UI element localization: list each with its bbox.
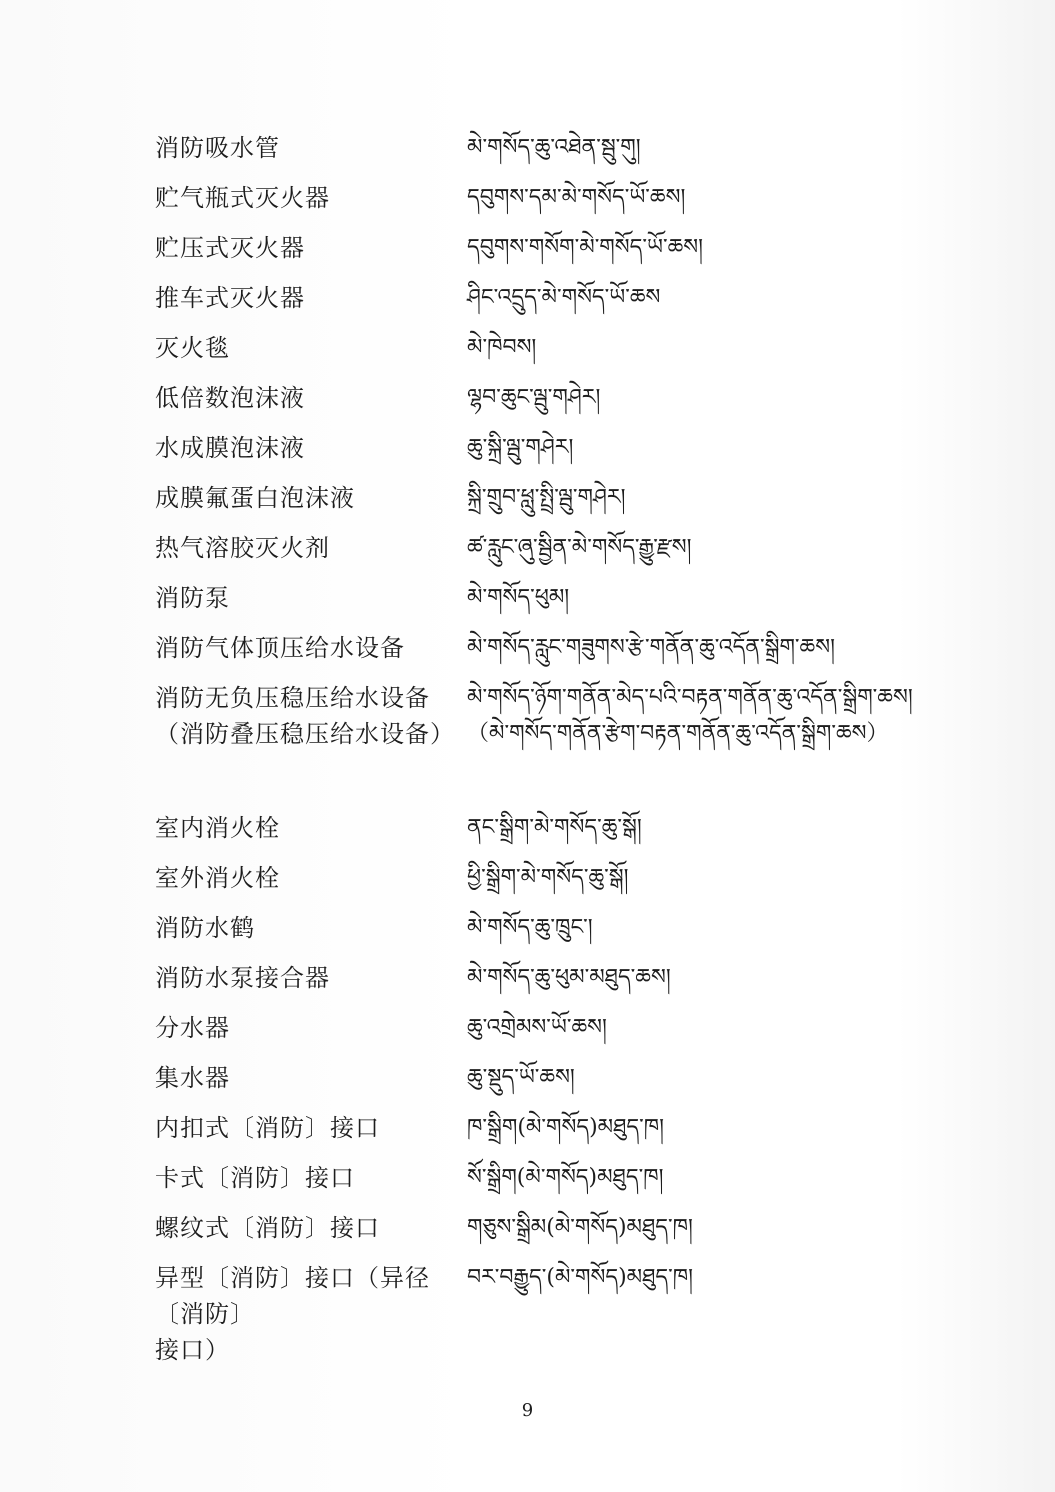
tibetan-term: ཆུ་འགྲེམས་ཡོ་ཆས། (467, 1015, 607, 1040)
chinese-term: 消防无负压稳压给水设备 （消防叠压稳压给水设备） (155, 684, 455, 748)
chinese-term: 集水器 (155, 1064, 230, 1092)
chinese-term: 热气溶胶灭火剂 (155, 534, 330, 562)
glossary-entry (155, 810, 915, 860)
tibetan-term: ནང་སྒྲིག་མེ་གསོད་ཆུ་སྒོ། (467, 815, 642, 840)
tibetan-term: སྐྲི་གྲུབ་ཕླུ་སྤྲི་ལྦུ་གཤེར། (467, 485, 626, 510)
glossary-entry (155, 430, 915, 480)
tibetan-term: ཆུ་སྡུད་ཡོ་ཆས། (467, 1065, 575, 1090)
chinese-term: 推车式灭火器 (155, 284, 305, 312)
tibetan-term: དབུགས་གསོག་མེ་གསོད་ཡོ་ཆས། (467, 235, 703, 260)
tibetan-term: ཚ་རླུང་ཞུ་སྦྱིན་མེ་གསོད་རྒྱུ་རྫས། (467, 535, 692, 560)
glossary-entry (155, 960, 915, 1010)
glossary-entry (155, 1060, 915, 1110)
tibetan-term: མེ་ཁེབས། (467, 335, 537, 360)
tibetan-term: གཅུས་སྒྲིམ(མེ་གསོད)མཐུད་ཁ། (467, 1215, 693, 1240)
glossary-entry (155, 230, 915, 280)
chinese-term: 消防泵 (155, 584, 230, 612)
glossary-entry (155, 580, 915, 630)
chinese-term: 贮压式灭火器 (155, 234, 305, 262)
chinese-term: 贮气瓶式灭火器 (155, 184, 330, 212)
glossary-entry (155, 1010, 915, 1060)
glossary-list (155, 130, 915, 1364)
tibetan-term: ཕྱི་སྒྲིག་མེ་གསོད་ཆུ་སྒོ། (467, 865, 629, 890)
tibetan-term: མེ་གསོད་ཉོག་གནོན་མེད་པའི་བརྟན་གནོན་ཆུ་འདོན་སྒྲིག་ཆས།（མེ་གསོད་གནོན་རྩེག་བརྟན་གནོན་ཆུ་འདོན་སྒྲིག་ཆས） (467, 685, 913, 746)
tibetan-term: ཤིང་འདྲུད་མེ་གསོད་ཡོ་ཆས (467, 285, 661, 310)
tibetan-term: ཆུ་སྐྲི་ལྦུ་གཤེར། (467, 435, 574, 460)
chinese-term: 消防气体顶压给水设备 (155, 634, 405, 662)
glossary-entry (155, 910, 915, 960)
glossary-entry (155, 330, 915, 380)
tibetan-term: མེ་གསོད་ཆུ་འཐེན་སྦུ་གུ། (467, 135, 641, 160)
glossary-entry (155, 1160, 915, 1210)
tibetan-term: སོ་སྒྲིག(མེ་གསོད)མཐུད་ཁ། (467, 1165, 664, 1190)
chinese-term: 水成膜泡沫液 (155, 434, 305, 462)
glossary-entry (155, 1260, 915, 1364)
chinese-term: 室外消火栓 (155, 864, 280, 892)
glossary-entry (155, 680, 915, 810)
glossary-entry (155, 130, 915, 180)
chinese-term: 成膜氟蛋白泡沫液 (155, 484, 355, 512)
tibetan-term: མེ་གསོད་རླུང་གཟུགས་རྩེ་གནོན་ཆུ་འདོན་སྒྲིག་ཆས། (467, 635, 835, 660)
glossary-entry (155, 630, 915, 680)
chinese-term: 低倍数泡沫液 (155, 384, 305, 412)
tibetan-term: ཁ་སྒྲིག(མེ་གསོད)མཐུད་ཁ། (467, 1115, 665, 1140)
chinese-term: 消防吸水管 (155, 134, 280, 162)
glossary-entry (155, 180, 915, 230)
tibetan-term: མེ་གསོད་ཆུ་ཁྲུང་། (467, 915, 593, 940)
tibetan-term: ལྷབ་ཆུང་ལྦུ་གཤེར། (467, 385, 601, 410)
tibetan-term: བར་བརྒྱུད་(མེ་གསོད)མཐུད་ཁ། (467, 1265, 694, 1290)
page-number: 9 (521, 1400, 534, 1421)
chinese-term: 分水器 (155, 1014, 230, 1042)
chinese-term: 消防水泵接合器 (155, 964, 330, 992)
chinese-term: 卡式〔消防〕接口 (155, 1164, 355, 1192)
chinese-term: 螺纹式〔消防〕接口 (155, 1214, 380, 1242)
chinese-term: 灭火毯 (155, 334, 230, 362)
glossary-entry (155, 1210, 915, 1260)
glossary-entry (155, 480, 915, 530)
tibetan-term: དབུགས་དམ་མེ་གསོད་ཡོ་ཆས། (467, 185, 686, 210)
tibetan-term: མེ་གསོད་ཕུམ། (467, 585, 570, 610)
chinese-term: 异型〔消防〕接口（异径〔消防〕 接口） (155, 1264, 430, 1364)
chinese-term: 消防水鹤 (155, 914, 255, 942)
glossary-entry (155, 280, 915, 330)
chinese-term: 内扣式〔消防〕接口 (155, 1114, 380, 1142)
glossary-entry (155, 860, 915, 910)
chinese-term: 室内消火栓 (155, 814, 280, 842)
tibetan-term: མེ་གསོད་ཆུ་ཕུམ་མཐུད་ཆས། (467, 965, 671, 990)
glossary-entry (155, 530, 915, 580)
glossary-entry (155, 380, 915, 430)
glossary-entry (155, 1110, 915, 1160)
